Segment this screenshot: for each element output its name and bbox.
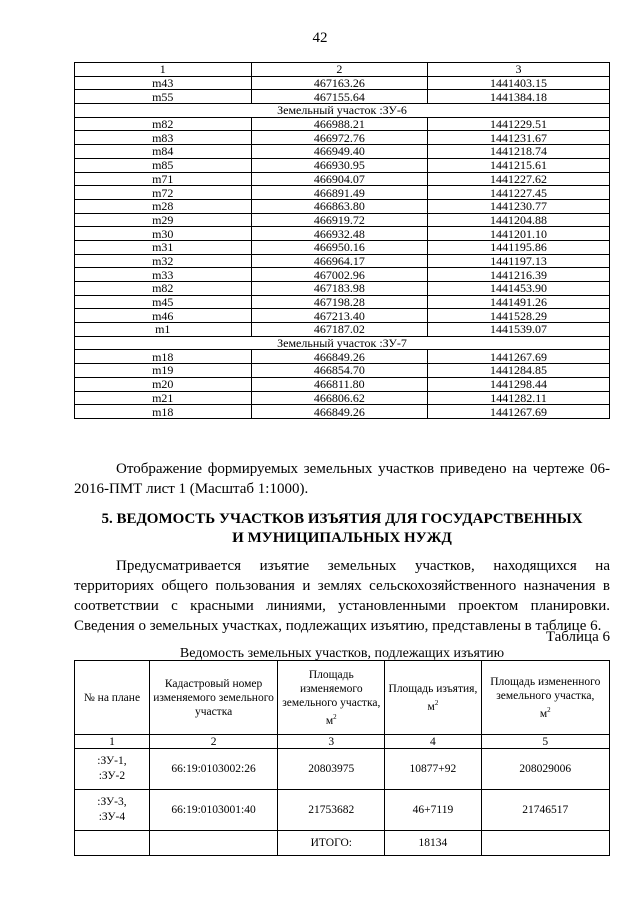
x-coordinate: 467187.02 (251, 323, 428, 337)
table-row (75, 377, 610, 391)
new-area: 208029006 (481, 749, 609, 790)
y-coordinate: 1441298.44 (428, 377, 610, 391)
x-coordinate: 466932.48 (251, 227, 428, 241)
y-coordinate: 3 (428, 63, 610, 77)
table-row (75, 749, 610, 790)
table-row (75, 76, 610, 90)
point-name: m31 (75, 240, 252, 254)
section-heading-line1: 5. ВЕДОМОСТЬ УЧАСТКОВ ИЗЪЯТИЯ ДЛЯ ГОСУДАРСТВЕННЫХ (101, 511, 583, 527)
x-coordinate: 466849.26 (251, 350, 428, 364)
table-row (75, 117, 610, 131)
table-label: Таблица 6 (545, 629, 610, 645)
y-coordinate: 1441231.67 (428, 131, 610, 145)
total-empty-1 (75, 831, 150, 856)
y-coordinate: 1441491.26 (428, 295, 610, 309)
coord-section-row (75, 336, 610, 350)
y-coordinate: 1441227.45 (428, 186, 610, 200)
y-coordinate: 1441215.61 (428, 158, 610, 172)
point-name: m20 (75, 377, 252, 391)
y-coordinate: 1441453.90 (428, 282, 610, 296)
total-value: 18134 (385, 831, 481, 856)
table-row (75, 295, 610, 309)
x-coordinate: 466904.07 (251, 172, 428, 186)
table-row (75, 145, 610, 159)
page-number: 42 (312, 30, 328, 46)
table-row (75, 790, 610, 831)
table-row (75, 240, 610, 254)
table-row (75, 90, 610, 104)
header-cadastral-number: Кадастровый номер изменяемого земельного участка (149, 661, 277, 735)
point-name: m85 (75, 158, 252, 172)
y-coordinate: 1441282.11 (428, 391, 610, 405)
table-row (75, 172, 610, 186)
seizure-table (74, 660, 610, 856)
point-name: m55 (75, 90, 252, 104)
point-name: m18 (75, 350, 252, 364)
plot-number: :ЗУ-3, :ЗУ-4 (75, 790, 150, 831)
col-num-2: 2 (149, 735, 277, 749)
point-name: m82 (75, 282, 252, 296)
y-coordinate: 1441284.85 (428, 364, 610, 378)
table-row (75, 391, 610, 405)
section-heading (74, 510, 610, 548)
y-coordinate: 1441204.88 (428, 213, 610, 227)
x-coordinate: 467213.40 (251, 309, 428, 323)
x-coordinate: 466930.95 (251, 158, 428, 172)
y-coordinate: 1441218.74 (428, 145, 610, 159)
x-coordinate: 466919.72 (251, 213, 428, 227)
section-label: Земельный участок :ЗУ-7 (75, 336, 610, 350)
cadastral-number: 66:19:0103002:26 (149, 749, 277, 790)
table-row (75, 364, 610, 378)
x-coordinate: 466891.49 (251, 186, 428, 200)
x-coordinate: 466950.16 (251, 240, 428, 254)
coord-section-row (75, 104, 610, 118)
col-num-5: 5 (481, 735, 609, 749)
table-row (75, 309, 610, 323)
y-coordinate: 1441197.13 (428, 254, 610, 268)
table-row (75, 323, 610, 337)
x-coordinate: 466806.62 (251, 391, 428, 405)
point-name: m30 (75, 227, 252, 241)
point-name: m18 (75, 405, 252, 419)
table-row (75, 405, 610, 419)
y-coordinate: 1441528.29 (428, 309, 610, 323)
x-coordinate: 466988.21 (251, 117, 428, 131)
table-row (75, 268, 610, 282)
x-coordinate: 466964.17 (251, 254, 428, 268)
original-area: 21753682 (278, 790, 385, 831)
point-name: m19 (75, 364, 252, 378)
column-number-row (75, 735, 610, 749)
point-name: m43 (75, 76, 252, 90)
x-coordinate: 467183.98 (251, 282, 428, 296)
point-name: m45 (75, 295, 252, 309)
point-name: m72 (75, 186, 252, 200)
table-row (75, 350, 610, 364)
x-coordinate: 466972.76 (251, 131, 428, 145)
y-coordinate: 1441384.18 (428, 90, 610, 104)
point-name: m21 (75, 391, 252, 405)
x-coordinate: 467155.64 (251, 90, 428, 104)
header-new-area: Площадь измененного земельного участка, $м^2$ (481, 661, 609, 735)
total-label: ИТОГО: (278, 831, 385, 856)
point-name: 1 (75, 63, 252, 77)
x-coordinate: 467002.96 (251, 268, 428, 282)
section-heading-line2: И МУНИЦИПАЛЬНЫХ НУЖД (232, 530, 452, 546)
y-coordinate: 1441201.10 (428, 227, 610, 241)
x-coordinate: 466949.40 (251, 145, 428, 159)
point-name: m33 (75, 268, 252, 282)
y-coordinate: 1441267.69 (428, 350, 610, 364)
point-name: m82 (75, 117, 252, 131)
table-row (75, 186, 610, 200)
cadastral-number: 66:19:0103001:40 (149, 790, 277, 831)
y-coordinate: 1441539.07 (428, 323, 610, 337)
table-row (75, 213, 610, 227)
col-num-4: 4 (385, 735, 481, 749)
point-name: m84 (75, 145, 252, 159)
y-coordinate: 1441216.39 (428, 268, 610, 282)
y-coordinate: 1441195.86 (428, 240, 610, 254)
header-plan-number: № на плане (75, 661, 150, 735)
table-row (75, 254, 610, 268)
header-seized-area: Площадь изъятия, $м^2$ (385, 661, 481, 735)
plot-number: :ЗУ-1, :ЗУ-2 (75, 749, 150, 790)
table-row (75, 131, 610, 145)
paragraph-seizure-text: Предусматривается изъятие земельных участков, находящихся на территориях общего пользования и землях сельскохозяйственного назначения в соответствии с красными линиями, установленными проектом планировки. Сведения о земельных участках, подлежащих изъятию, представлены в таблице 6. (74, 558, 610, 634)
new-area: 21746517 (481, 790, 609, 831)
section-label: Земельный участок :ЗУ-6 (75, 104, 610, 118)
coord-table-header (75, 63, 610, 77)
total-empty-2 (149, 831, 277, 856)
original-area: 20803975 (278, 749, 385, 790)
x-coordinate: 467163.26 (251, 76, 428, 90)
table-row (75, 227, 610, 241)
table-caption: Ведомость земельных участков, подлежащих изъятию (179, 646, 505, 661)
paragraph-drawing-reference (74, 459, 610, 499)
x-coordinate: 466849.26 (251, 405, 428, 419)
y-coordinate: 1441227.62 (428, 172, 610, 186)
point-name: m46 (75, 309, 252, 323)
x-coordinate: 467198.28 (251, 295, 428, 309)
table-row (75, 282, 610, 296)
col-num-1: 1 (75, 735, 150, 749)
point-name: m28 (75, 199, 252, 213)
table-row (75, 199, 610, 213)
x-coordinate: 466854.70 (251, 364, 428, 378)
point-name: m32 (75, 254, 252, 268)
point-name: m1 (75, 323, 252, 337)
y-coordinate: 1441267.69 (428, 405, 610, 419)
seizure-table-header (75, 661, 610, 735)
header-original-area: Площадь изменяемого земельного участка, $м^2$ (278, 661, 385, 735)
total-empty-3 (481, 831, 609, 856)
point-name: m29 (75, 213, 252, 227)
x-coordinate: 2 (251, 63, 428, 77)
x-coordinate: 466863.80 (251, 199, 428, 213)
y-coordinate: 1441229.51 (428, 117, 610, 131)
col-num-3: 3 (278, 735, 385, 749)
seized-area: 46+7119 (385, 790, 481, 831)
seized-area: 10877+92 (385, 749, 481, 790)
table-row (75, 158, 610, 172)
point-name: m71 (75, 172, 252, 186)
y-coordinate: 1441403.15 (428, 76, 610, 90)
x-coordinate: 466811.80 (251, 377, 428, 391)
y-coordinate: 1441230.77 (428, 199, 610, 213)
point-name: m83 (75, 131, 252, 145)
paragraph-drawing-reference-text: Отображение формируемых земельных участков приведено на чертеже 06-2016-ПМТ лист 1 (Масштаб 1:1000). (74, 461, 610, 497)
total-row (75, 831, 610, 856)
paragraph-seizure (74, 556, 610, 636)
coordinates-table (74, 62, 610, 419)
